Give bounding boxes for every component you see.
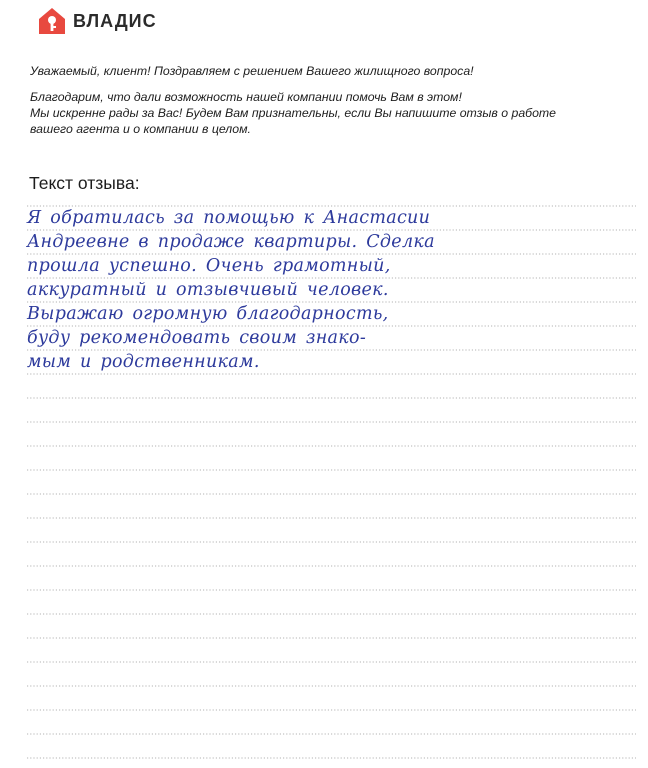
greeting: Уважаемый, клиент! Поздравляем с решением Вашего жилищного вопроса! <box>30 64 474 78</box>
intro-line-2: Мы искренне рады за Вас! Будем Вам признательны, если Вы напишите отзыв о работе <box>30 106 557 120</box>
logo <box>37 7 157 35</box>
handwritten-line: буду рекомендовать своим знако- <box>27 328 367 348</box>
handwritten-line: Я обратилась за помощью к Анастасии <box>27 208 431 228</box>
handwritten-line: мым и родственникам. <box>27 352 260 372</box>
review-heading: Текст отзыва: <box>29 173 140 193</box>
handwritten-review <box>27 206 627 374</box>
handwritten-line: прошла успешно. Очень грамотный, <box>27 256 391 276</box>
intro-line-3: вашего агента и о компании в целом. <box>30 122 251 136</box>
handwritten-line: Андреевне в продаже квартиры. Сделка <box>27 232 435 252</box>
intro-text <box>30 63 630 137</box>
brand-name: ВЛАДИС <box>73 10 157 31</box>
handwritten-line: аккуратный и отзывчивый человек. <box>27 280 389 300</box>
intro-line-1: Благодарим, что дали возможность нашей компании помочь Вам в этом! <box>30 90 462 104</box>
house-key-icon <box>37 7 67 35</box>
handwritten-line: Выражаю огромную благодарность, <box>27 304 389 324</box>
